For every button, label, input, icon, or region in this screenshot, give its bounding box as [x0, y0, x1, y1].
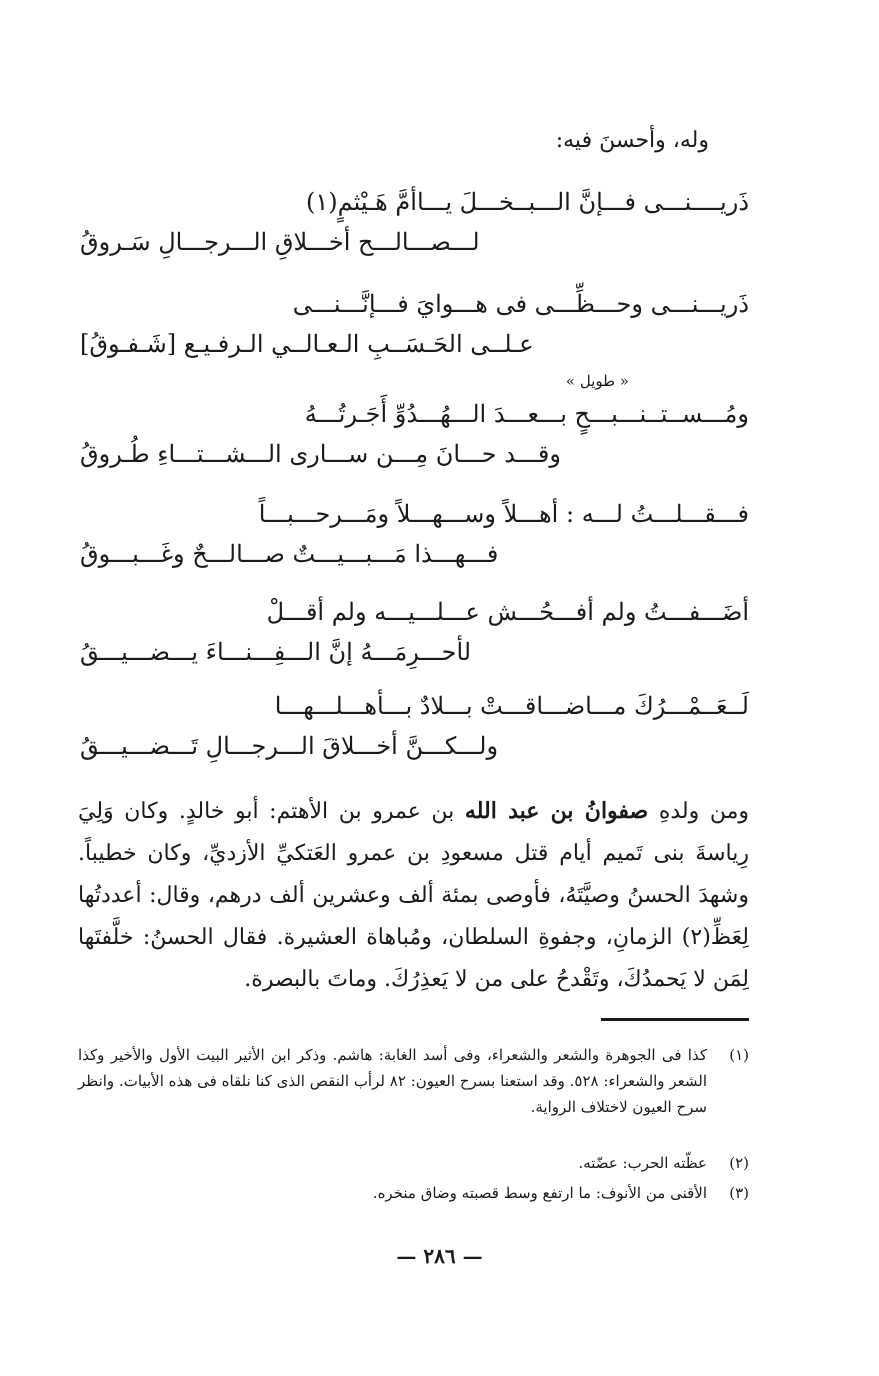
verse-1-second-hemistich: لـــصـــالـــح أخـــلاقِ الـــرجـــالِ سَـروقُ [80, 228, 480, 256]
footnote-2-text: عظّته الحرب: عضّته. [578, 1154, 707, 1172]
footnote-1 [78, 1042, 749, 1120]
prose-lead: ومن ولدهِ [648, 799, 750, 824]
verse-2-first-hemistich: ذَريـــنـــى وحـــظِّـــى فى هـــوايَ فـــإنَّـــنـــى [292, 290, 749, 318]
verse-4-second-hemistich: فـــهـــذا مَـــبـــيـــتٌ صـــالـــحٌ وغَـــبـــوقُ [80, 540, 499, 568]
footnote-1-number: (١) [729, 1046, 749, 1064]
footnote-3 [78, 1180, 749, 1206]
verse-1-first-hemistich: ذَريــــنـــى فـــإنَّ الـــبــخـــلَ يـــاأمَّ هَـيْثمٍ(١) [306, 188, 749, 216]
verse-5-second-hemistich: لأحـــرِمَـــهُ إنَّ الـــفِـــنـــاءَ يـــضـــيـــقُ [80, 638, 472, 666]
verse-3-second-hemistich: وقـــد حـــانَ مِـــن ســـارى الـــشـــتـــاءِ طُـروقُ [80, 440, 561, 468]
footnote-1-text: كذا فى الجوهرة والشعر والشعراء، وفى أسد الغابة: هاشم. وذكر ابن الأثير البيت الأول والأخير وكذا الشعر والشعراء: ٥٢٨. وقد استعنا بسرح العيون: ٨٢ لرأب النقص الذى كنا نلقاه فى هذه الأبيات. وانظر سرح العيون لاختلاف الرواية. [78, 1046, 707, 1116]
verse-4-first-hemistich: فـــقـــلـــتُ لـــه : أهـــلاً وســـهـــلاً ومَـــرحـــبـــاً [258, 500, 749, 528]
footnote-2 [78, 1150, 749, 1176]
footnote-separator [601, 1018, 749, 1021]
verse-2-second-hemistich: عـلــى الحَـسَــبِ الـعـالــي الـرفـيـع [شَـفـوقُ] [80, 330, 534, 358]
page-number: — ٢٨٦ — [396, 1244, 483, 1268]
prose-bold-name: صفوانُ بن عبد الله [464, 798, 649, 824]
footnote-3-number: (٣) [729, 1184, 749, 1202]
verse-5-first-hemistich: أضَـــفـــتُ ولم أفـــحُـــش عـــلـــيـــه ولم أقـــلْ [266, 598, 749, 626]
meter-label: « طويل » [565, 372, 629, 390]
prose-paragraph [78, 790, 749, 1001]
verse-3-first-hemistich: ومُـــســتــنـــبـــحٍ بـــعـــدَ الـــهُـــدُوِّ أَجَـرتُـــهُ [304, 400, 749, 428]
section-intro: وله، وأحسنَ فيه: [555, 128, 709, 153]
footnote-2-number: (٢) [729, 1154, 749, 1172]
footnote-3-text: الأقنى من الأنوف: ما ارتفع وسط قصبته وضاق منخره. [372, 1184, 707, 1202]
verse-6-first-hemistich: لَــعَــمْـــرُكَ مـــاضـــاقـــتْ بـــلادٌ بـــأهـــلـــهـــا [274, 692, 749, 720]
verse-6-second-hemistich: ولـــكـــنَّ أخـــلاقَ الـــرجـــالِ تَـــضـــيـــقُ [80, 732, 499, 760]
prose-body: بن عمرو بن الأهتم: أبو خالدٍ. وكان وَلِيَ رِياسةَ بنى تَميم أيام قتل مسعودِ بن عمرو العَتكيِّ الأزديِّ، وكان خطيباً. وشهدَ الحسنُ وصيَّتَهُ، فأوصى بمئة ألف وعشرين ألف درهم، وقال: أعددتُها لِعَظِّ(٢) الزمانِ، وجفوةِ السلطان، ومُباهاة العشيرة. فقال الحسنُ: خلَّفتَها لِمَن لا يَحمدُكَ، وتَقْدحُ على من لا يَعذِرُكَ. وماتَ بالبصرة. [78, 799, 749, 992]
